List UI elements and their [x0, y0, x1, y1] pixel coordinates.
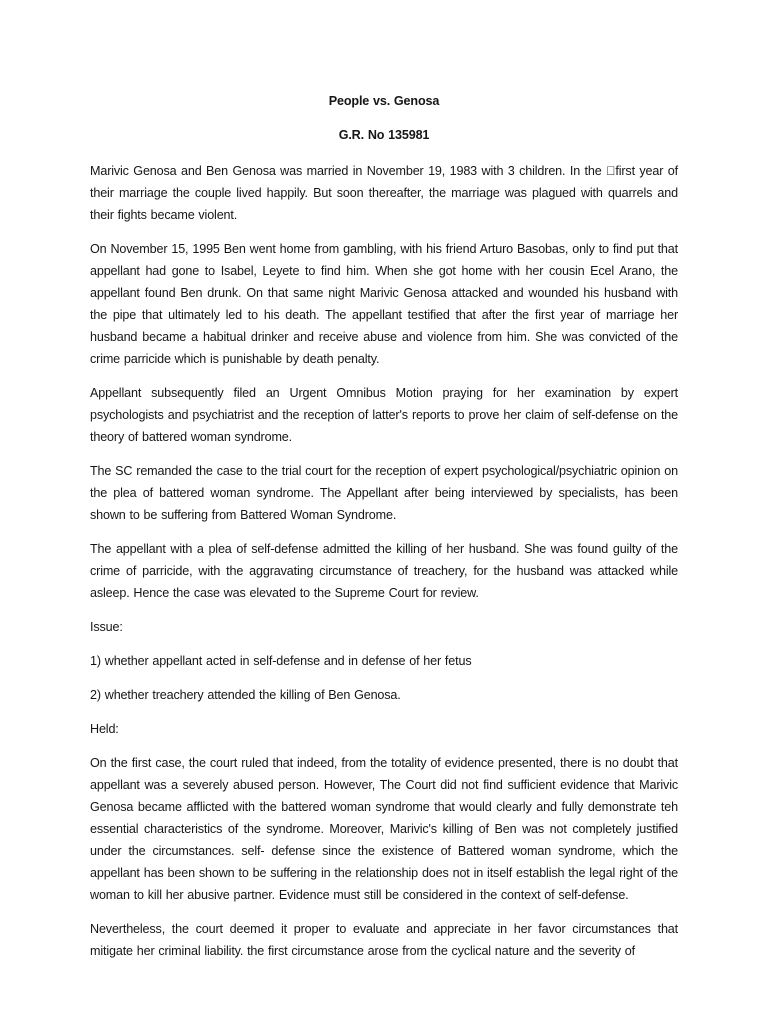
- paragraph-mitigation: Nevertheless, the court deemed it proper to evaluate and appreciate in her favor circumstances that mitigate her criminal liability. the first circumstance arose from the cyclical nature and the severity of: [90, 922, 678, 958]
- case-number: G.R. No 135981: [338, 128, 430, 142]
- paragraph-ruling: On the first case, the court ruled that indeed, from the totality of evidence presented, there is no doubt that appellant was a severely abused person. However, The Court did not find sufficient evidence that Marivic Genosa became afflicted with the battered woman syndrome that would clearly and fully demonstrate teh essential characteristics of the syndrome. Moreover, Marivic's killing of Ben was not completely justified under the circumstances. self- defense since the existence of Battered woman syndrome, which the appellant has been shown to be suffering in the relationship does not in itself establish the legal right of the woman to kill her abusive partner. Evidence must still be considered in the context of self-defense.: [90, 756, 678, 902]
- document-body: [90, 90, 678, 974]
- issue-item-1: 1) whether appellant acted in self-defense and in defense of her fetus: [90, 654, 472, 668]
- paragraph-background: Marivic Genosa and Ben Genosa was married in November 19, 1983 with 3 children. In the  first year of their marriage the couple lived happily. But soon thereafter, the marriage was plagued with quarrels and their fights became violent.: [90, 164, 678, 222]
- document-title: People vs. Genosa: [328, 94, 440, 108]
- issue-heading: Issue:: [90, 620, 123, 634]
- paragraph-facts: On November 15, 1995 Ben went home from gambling, with his friend Arturo Basobas, only to find put that appellant had gone to Isabel, Leyete to find him. When she got home with her cousin Ecel Arano, the appellant found Ben drunk. On that same night Marivic Genosa attacked and wounded his husband with the pipe that ultimately led to his death. The appellant testified that after the first year of marriage her husband became a habitual drinker and receive abuse and violence from him. She was convicted of the crime parricide which is punishable by death penalty.: [90, 242, 678, 366]
- paragraph-motion: Appellant subsequently filed an Urgent Omnibus Motion praying for her examination by expert psychologists and psychiatrist and the reception of latter's reports to prove her claim of self-defense on the theory of battered woman syndrome.: [90, 386, 678, 444]
- held-heading: Held:: [90, 722, 119, 736]
- paragraph-plea: The appellant with a plea of self-defense admitted the killing of her husband. She was found guilty of the crime of parricide, with the aggravating circumstance of treachery, for the husband was attacked while asleep. Hence the case was elevated to the Supreme Court for review.: [90, 542, 678, 600]
- paragraph-remand: The SC remanded the case to the trial court for the reception of expert psychological/psychiatric opinion on the plea of battered woman syndrome. The Appellant after being interviewed by specialists, has been shown to be suffering from Battered Woman Syndrome.: [90, 464, 678, 522]
- issue-item-2: 2) whether treachery attended the killing of Ben Genosa.: [90, 688, 401, 702]
